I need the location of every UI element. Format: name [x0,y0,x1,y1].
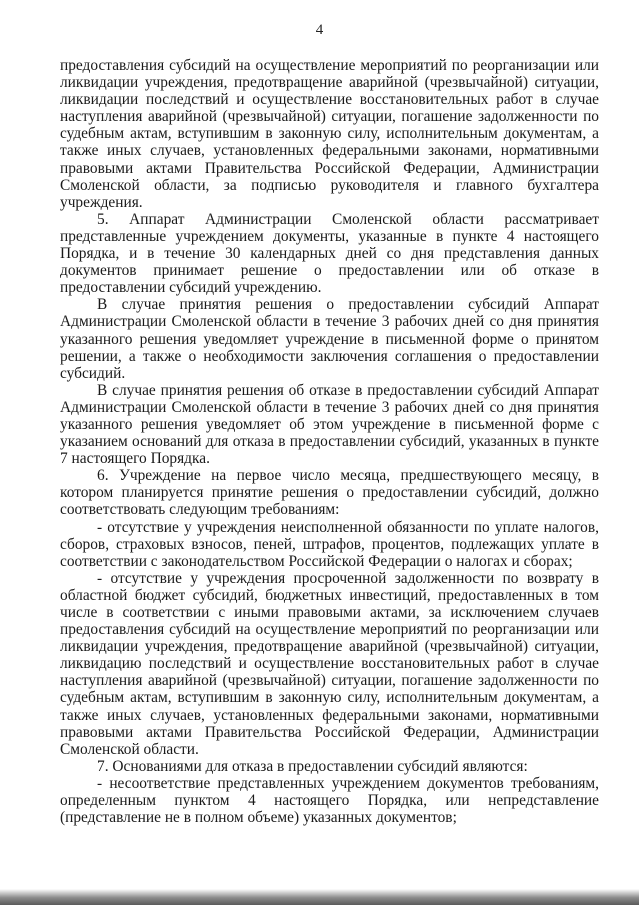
paragraph-item-7: 7. Основаниями для отказа в предоставлении субсидий являются: [97,757,528,775]
list-item-tax-debt: - отсутствие у учреждения неисполненной обязанности по уплате налогов, сборов, страховых взносов, пеней, штрафов, процентов, подлежащих уплате в соответствии с законодательством Российской Федерации о налогах и сборах; [60,518,599,570]
list-item-overdue-debt: - отсутствие у учреждения просроченной задолженности по возврату в областной бюджет субсидий, бюджетных инвестиций, предоставленных в том числе в соответствии с иными правовыми актами, за исключением случаев предоставления субсидий на осуществление мероприятий по реорганизации или ликвидации учреждения, предотвращение аварийной (чрезвычайной) ситуации, ликвидацию последствий и осуществление восстановительных работ в случае наступления аварийной (чрезвычайной) ситуации, погашение задолженности по судебным актам, вступившим в законную силу, исполнительным документам, а также иных случаев, установленных федеральными законами, нормативными правовыми актами Правительства Российской Федерации, Администрации Смоленской области. [60,569,599,758]
paragraph-refusal-notice: В случае принятия решения об отказе в предоставлении субсидий Аппарат Администрации Смоленской области в течение 3 рабочих дней со дня принятия указанного решения уведомляет об этом учреждение в письменной форме с указанием оснований для отказа в предоставлении субсидий, указанных в пункте 7 настоящего Порядка. [60,381,599,468]
page-number: 4 [315,22,324,38]
scan-bottom-edge [0,889,639,905]
paragraph-item-5: 5. Аппарат Администрации Смоленской области рассматривает представленные учреждением документы, указанные в пункте 4 настоящего Порядка, и в течение 30 календарных дней со дня представления данных документов принимает решение о предоставлении или об отказе в предоставлении субсидий учреждению. [60,210,599,297]
paragraph-approval-notice: В случае принятия решения о предоставлении субсидий Аппарат Администрации Смоленской области в течение 3 рабочих дней со дня принятия указанного решения уведомляет учреждение в письменной форме о принятом решении, а также о необходимости заключения соглашения о предоставлении субсидий. [60,296,599,382]
document-body [60,57,599,826]
list-item-noncompliance: - несоответствие представленных учреждением документов требованиям, определенным пунктом 4 настоящего Порядка, или непредставление (представление не в полном объеме) указанных документов; [60,774,599,827]
paragraph-item-6: 6. Учреждение на первое число месяца, предшествующего месяцу, в котором планируется принятие решения о предоставлении субсидий, должно соответствовать следующим требованиям: [60,467,599,519]
paragraph-continuation: предоставления субсидий на осуществление мероприятий по реорганизации или ликвидации учреждения, предотвращение аварийной (чрезвычайной) ситуации, ликвидации последствий и осуществление восстановительных работ в случае наступления аварийной (чрезвычайной) ситуации, погашение задолженности по судебным актам, вступившим в законную силу, исполнительным документам, а также иных случаев, установленных федеральными законами, нормативными правовыми актами Правительства Российской Федерации, Администрации Смоленской области, за подписью руководителя и главного бухгалтера учреждения. [60,57,599,211]
